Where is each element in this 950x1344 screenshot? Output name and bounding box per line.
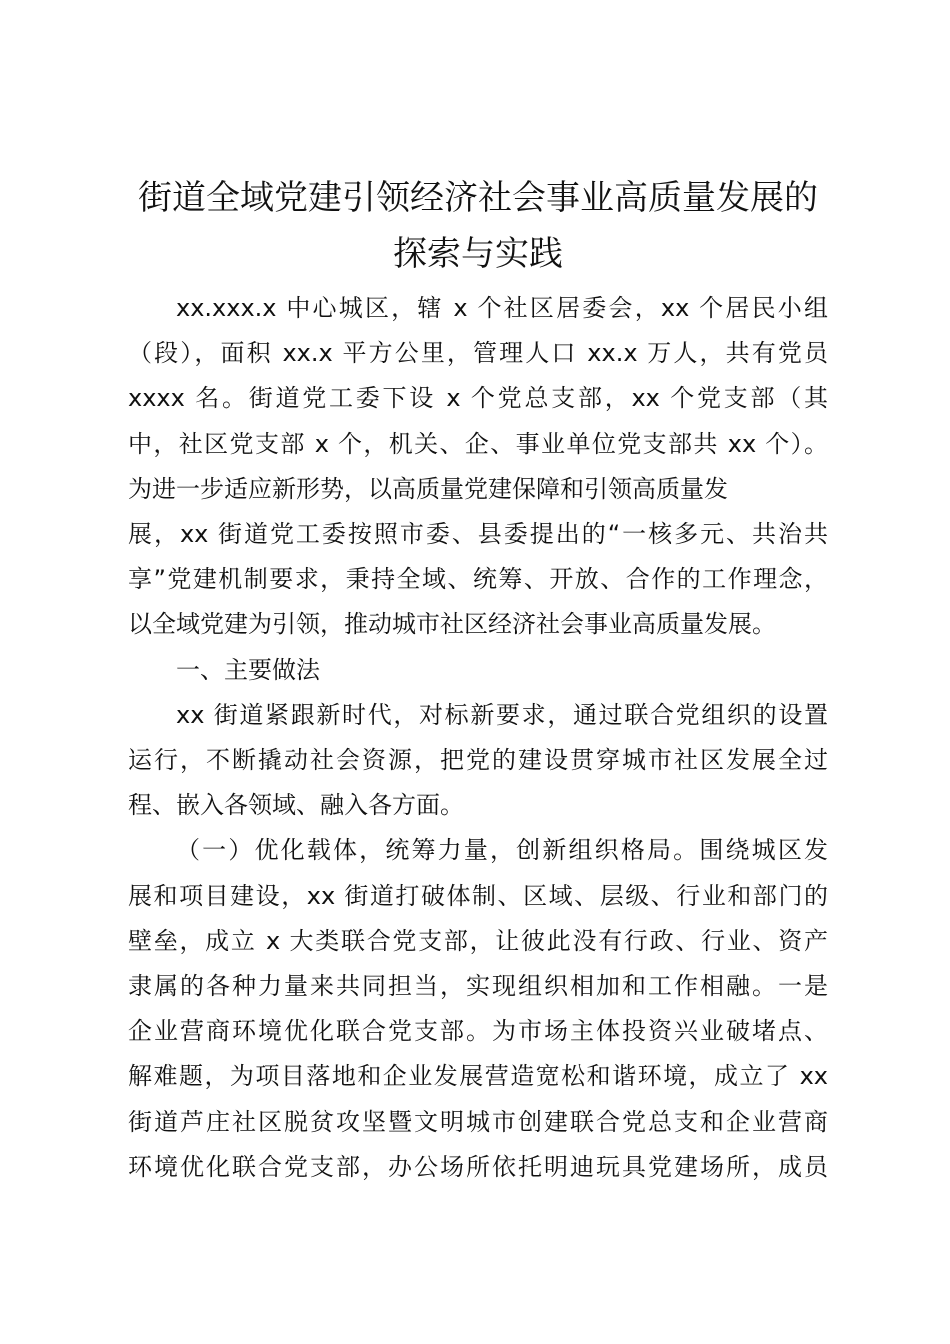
text-line: （一）优化载体，统筹力量，创新组织格局。围绕城区发 xyxy=(176,836,828,865)
text-line: （段），面积 xx.x 平方公里，管理人口 xx.x 万人，共有党员 xyxy=(128,339,828,368)
text-line: 隶属的各种力量来共同担当，实现组织相加和工作相融。一是 xyxy=(128,972,828,1001)
paragraph-subsection-1 xyxy=(128,828,828,1190)
text-line: 街道芦庄社区脱贫攻坚暨文明城市创建联合党总支和企业营商 xyxy=(128,1107,828,1136)
document-title xyxy=(128,170,828,282)
text-line: 运行，不断撬动社会资源，把党的建设贯穿城市社区发展全过 xyxy=(128,746,828,775)
text-line: 环境优化联合党支部，办公场所依托明迪玩具党建场所，成员 xyxy=(128,1152,828,1181)
text-line: 展和项目建设，xx 街道打破体制、区域、层级、行业和部门的 xyxy=(128,881,828,910)
text-line: 展，xx 街道党工委按照市委、县委提出的“一核多元、共治共 xyxy=(128,520,828,549)
paragraph-overview xyxy=(128,693,828,829)
document-page xyxy=(128,170,828,1190)
section-heading: 一、主要做法 xyxy=(176,655,320,684)
text-line: xxxx 名。街道党工委下设 x 个党总支部，xx 个党支部（其 xyxy=(128,384,828,413)
text-line: xx.xxx.x 中心城区，辖 x 个社区居委会，xx 个居民小组 xyxy=(176,294,828,322)
text-line: 企业营商环境优化联合党支部。为市场主体投资兴业破堵点、 xyxy=(128,1017,828,1046)
title-line-1: 街道全域党建引领经济社会事业高质量发展的 xyxy=(138,178,818,218)
text-line: 享”党建机制要求，秉持全域、统筹、开放、合作的工作理念， xyxy=(128,565,828,594)
text-line: xx 街道紧跟新时代，对标新要求，通过联合党组织的设置 xyxy=(176,700,828,729)
title-line-2: 探索与实践 xyxy=(393,234,563,274)
paragraph-intro xyxy=(128,286,828,648)
text-line: 解难题，为项目落地和企业发展营造宽松和谐环境，成立了 xx xyxy=(128,1062,828,1091)
text-line: 程、嵌入各领域、融入各方面。 xyxy=(128,791,464,820)
text-line: 以全域党建为引领，推动城市社区经济社会事业高质量发展。 xyxy=(128,610,776,639)
text-line: 中，社区党支部 x 个，机关、企、事业单位党支部共 xx 个）。 xyxy=(128,429,828,458)
document-body xyxy=(128,286,828,1190)
text-line: 为进一步适应新形势，以高质量党建保障和引领高质量发 xyxy=(128,474,728,503)
text-line: 壁垒，成立 x 大类联合党支部，让彼此没有行政、行业、资产 xyxy=(128,926,828,955)
